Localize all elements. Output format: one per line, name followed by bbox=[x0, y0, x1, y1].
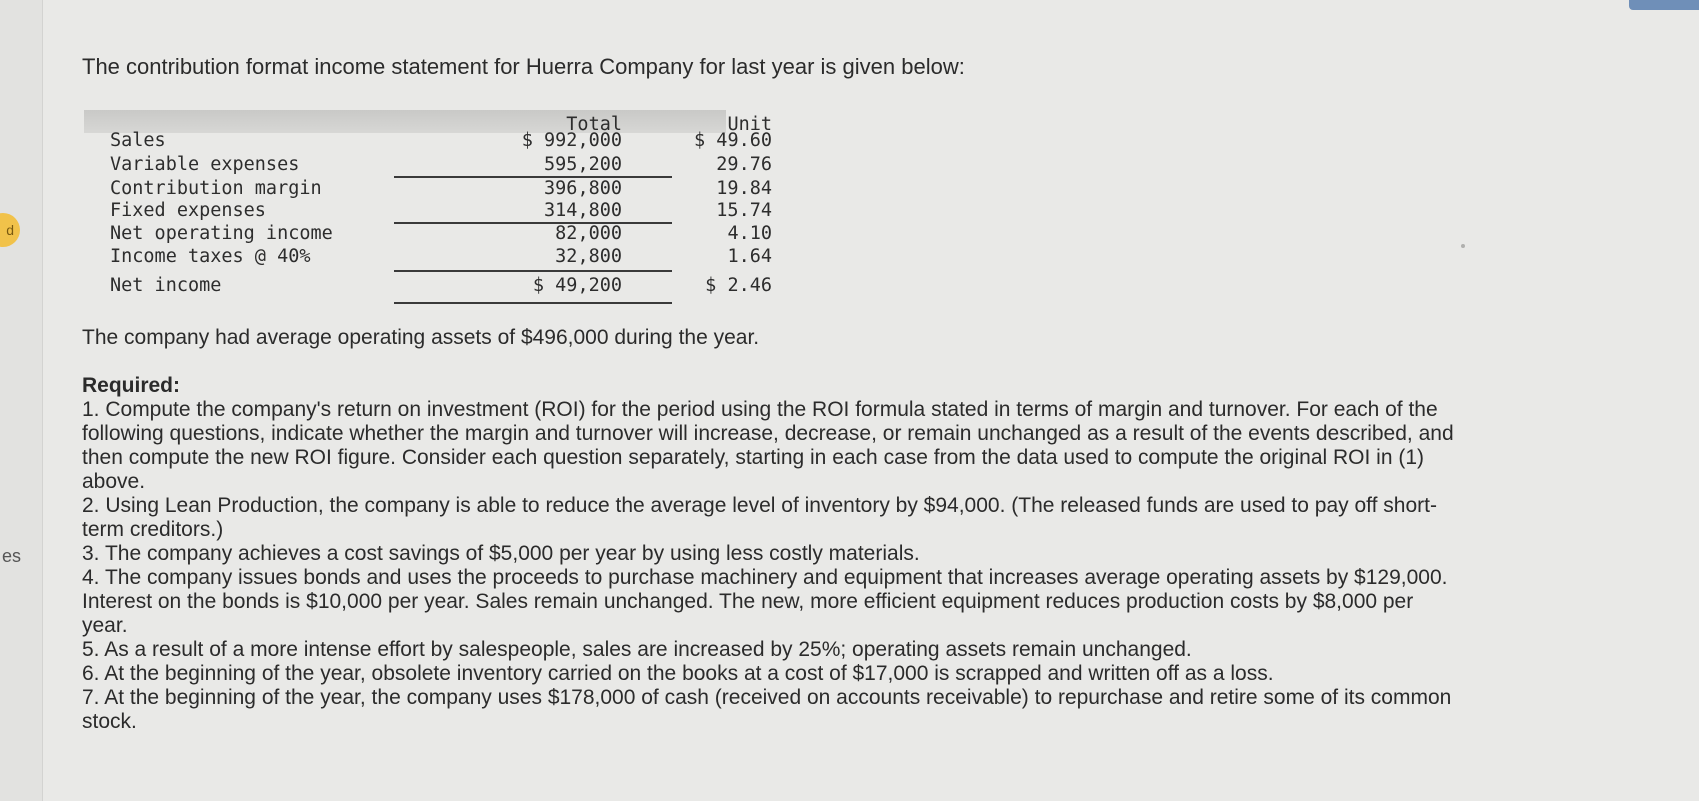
row-total: $ 992,000 bbox=[521, 130, 622, 151]
row-unit: 29.76 bbox=[716, 154, 772, 175]
row-unit: 19.84 bbox=[716, 178, 772, 199]
row-label: Variable expenses bbox=[110, 154, 300, 175]
row-label: Net income bbox=[110, 275, 222, 296]
row-label: Sales bbox=[110, 130, 166, 151]
table-row-variable-expenses bbox=[84, 154, 772, 178]
total-double-rule bbox=[394, 302, 672, 304]
required-item-1: 1. Compute the company's return on investment (ROI) for the period using the ROI formula stated in terms of margin and turnover. For each of the following questions, indicate whether the margin and turnover will increase, decrease, or remain unchanged as a result of the events described, and then compute the new ROI figure. Consider each question separately, starting in each case from the data used to compute the original ROI in (1) above. bbox=[82, 398, 1454, 493]
table-row-net-operating-income bbox=[84, 223, 772, 247]
problem-content bbox=[82, 52, 1582, 733]
table-row-fixed-expenses bbox=[84, 200, 772, 224]
left-sidebar-strip bbox=[0, 0, 43, 801]
row-unit: $ 2.46 bbox=[705, 275, 772, 296]
required-item-5: 5. As a result of a more intense effort by salespeople, sales are increased by 25%; operating assets remain unchanged. bbox=[82, 638, 1192, 661]
required-item-6: 6. At the beginning of the year, obsolete inventory carried on the books at a cost of $17,000 is scrapped and written off as a loss. bbox=[82, 662, 1274, 685]
sidebar-badge[interactable]: d bbox=[0, 213, 20, 247]
required-item-2: 2. Using Lean Production, the company is able to reduce the average level of inventory by $94,000. (The released funds are used to pay off short-term creditors.) bbox=[82, 494, 1437, 541]
row-total: 314,800 bbox=[544, 200, 622, 221]
row-unit: 4.10 bbox=[727, 223, 772, 244]
row-total: 82,000 bbox=[555, 223, 622, 244]
assets-text: The company had average operating assets of $496,000 during the year. bbox=[82, 326, 760, 349]
intro-text: The contribution format income statement for Huerra Company for last year is given below: bbox=[82, 54, 965, 79]
table-row-contribution-margin bbox=[84, 178, 772, 202]
row-unit: 15.74 bbox=[716, 200, 772, 221]
column-header-total: Total bbox=[566, 114, 622, 135]
row-total: 595,200 bbox=[544, 154, 622, 175]
table-row-net-income bbox=[84, 275, 772, 299]
top-right-tab[interactable] bbox=[1629, 0, 1699, 10]
required-item-7: 7. At the beginning of the year, the company uses $178,000 of cash (received on accounts receivable) to repurchase and retire some of its common stock. bbox=[82, 686, 1452, 733]
row-total: 32,800 bbox=[555, 246, 622, 267]
subtotal-rule bbox=[394, 270, 672, 272]
row-unit: $ 49.60 bbox=[694, 130, 772, 151]
row-total: $ 49,200 bbox=[532, 275, 622, 296]
row-label: Income taxes @ 40% bbox=[110, 246, 311, 267]
row-total: 396,800 bbox=[544, 178, 622, 199]
sidebar-side-text: es bbox=[2, 546, 22, 566]
row-label: Fixed expenses bbox=[110, 200, 266, 221]
row-label: Contribution margin bbox=[110, 178, 322, 199]
row-unit: 1.64 bbox=[727, 246, 772, 267]
required-section bbox=[82, 374, 1462, 734]
required-item-4: 4. The company issues bonds and uses the proceeds to purchase machinery and equipment that increases average operating assets by $129,000. Interest on the bonds is $10,000 per year. Sales remain unchanged. The new, more efficient equipment reduces production costs by $8,000 per year. bbox=[82, 566, 1448, 637]
column-header-unit: Unit bbox=[727, 114, 772, 135]
required-item-3: 3. The company achieves a cost savings of $5,000 per year by using less costly materials. bbox=[82, 542, 920, 565]
table-row-sales bbox=[84, 130, 772, 154]
table-row-income-taxes bbox=[84, 246, 772, 270]
row-label: Net operating income bbox=[110, 223, 333, 244]
required-title: Required: bbox=[82, 374, 181, 397]
stray-dot bbox=[1461, 244, 1465, 248]
